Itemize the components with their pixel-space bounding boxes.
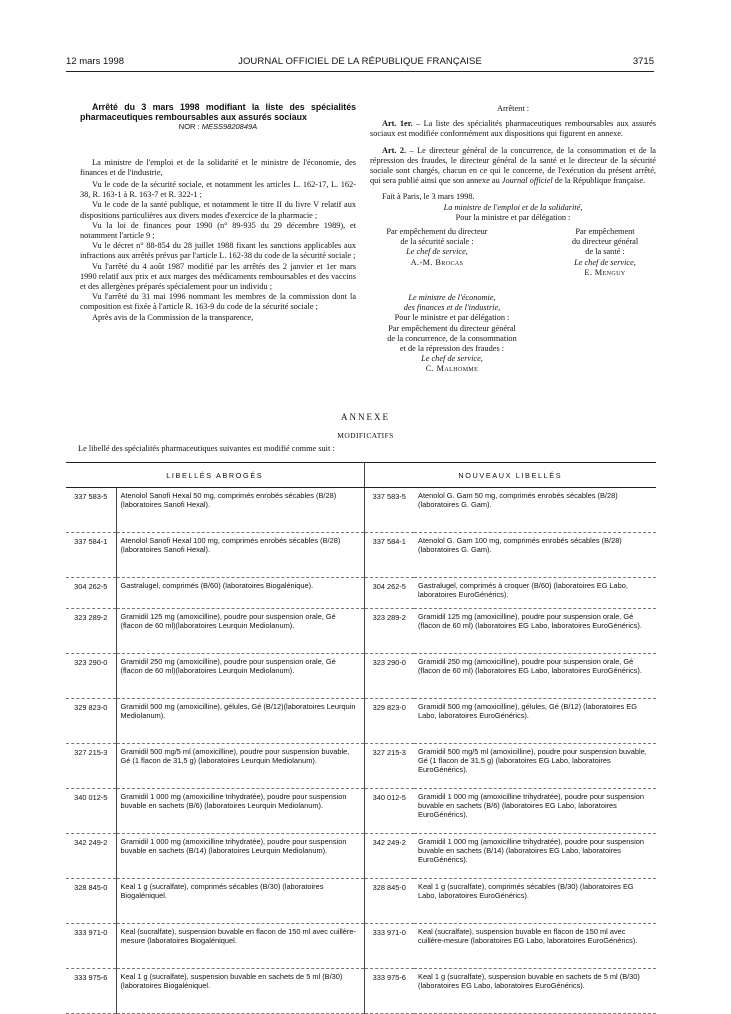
old-code-cell: 328 845-0 xyxy=(66,879,116,924)
old-code-cell: 327 215-3 xyxy=(66,744,116,789)
left-column xyxy=(80,102,356,323)
minister-2-line-1: Le ministre de l'économie, xyxy=(408,293,496,303)
sig-a-line-3: Le chef de service, xyxy=(406,247,468,257)
old-label-cell: Gramidil 250 mg (amoxicilline), poudre pour suspension orale, Gé (flacon de 60 ml)(laboratoires Leurquin Mediolanum). xyxy=(116,654,364,699)
new-label-cell: Keal 1 g (sucralfate), comprimés sécables (B/30) (laboratoires EG Labo, laboratoires EuroGénérics). xyxy=(414,879,656,924)
annex-intro: Le libellé des spécialités pharmaceutiques suivantes est modifié comme suit : xyxy=(78,444,335,453)
table-body xyxy=(66,488,656,1014)
new-code-cell: 342 249-2 xyxy=(364,834,414,879)
sig-b-line-2: du directeur général xyxy=(571,237,639,247)
new-code-cell: 328 845-0 xyxy=(364,879,414,924)
table-row xyxy=(66,609,656,654)
old-code-cell: 333 971-0 xyxy=(66,924,116,969)
visa-paragraph: Vu le code de la sécurité sociale, et notamment les articles L. 162-17, L. 162-38, R. 163-1 à R. 163-7 et R. 322-1 ; xyxy=(80,180,356,200)
sig-b-line-1: Par empêchement xyxy=(575,227,635,237)
visa-paragraph: Vu l'arrêté du 4 août 1987 modifié par les arrêtés des 2 janvier et 1er mars 1990 relatif aux prix et aux marges des médicaments remboursables et des vaccins et des allergènes préparés spécialement pour un individu ; xyxy=(80,261,356,292)
article-2 xyxy=(370,146,656,187)
nor-code: MESS9820849A xyxy=(201,122,258,132)
old-label-cell: Keal (sucralfate), suspension buvable en flacon de 150 ml avec cuillère-mesure (laboratoires Biogaléniquel. xyxy=(116,924,364,969)
new-label-cell: Gramidil 250 mg (amoxicilline), poudre pour suspension orale, Gé (flacon de 60 ml) (laboratoires EG Labo, laboratoires EuroGénérics). xyxy=(414,654,656,699)
new-code-cell: 333 975-6 xyxy=(364,969,414,1014)
article-1-text: – La liste des spécialités pharmaceutiques remboursables aux assurés sociaux est modifiée conformément aux dispositions qui figurent en annexe. xyxy=(370,119,656,139)
arretent: Arrêtent : xyxy=(496,104,530,113)
old-label-cell: Gramidil 500 mg/5 ml (amoxicilline), poudre pour suspension buvable, Gé (1 flacon de 31,5 g) (laboratoires Leurquin Mediolanum). xyxy=(116,744,364,789)
sig-c-line-3: et de la répression des fraudes : xyxy=(399,344,505,354)
old-label-cell: Keal 1 g (sucralfate), comprimés sécables (B/30) (laboratoires Biogaléniquel. xyxy=(116,879,364,924)
new-label-cell: Gramidil 125 mg (amoxicilline), poudre pour suspension orale, Gé (flacon de 60 ml) (laboratoires EG Labo, laboratoires EuroGénérics). xyxy=(414,609,656,654)
table-row xyxy=(66,699,656,744)
new-code-cell: 337 583-5 xyxy=(364,488,414,533)
new-code-cell: 337 584-1 xyxy=(364,533,414,578)
new-label-cell: Gramidil 1 000 mg (amoxicilline trihydratée), poudre pour suspension buvable en sachets (B/6) (laboratoires EG Labo, laboratoires EuroGénérics). xyxy=(414,789,656,834)
article-2-journal: Journal officiel xyxy=(501,176,553,186)
header-journal-title: JOURNAL OFFICIEL DE LA RÉPUBLIQUE FRANÇAISE xyxy=(238,56,482,67)
visas-paragraphs xyxy=(80,158,356,323)
delegation-1: Pour la ministre et par délégation : xyxy=(455,212,571,222)
old-label-cell: Atenolol Sanofi Hexal 100 mg, comprimés enrobés sécables (B/28) (laboratoires Sanofi Hexal). xyxy=(116,533,364,578)
old-code-cell: 337 583-5 xyxy=(66,488,116,533)
right-column xyxy=(370,104,656,375)
old-code-cell: 342 249-2 xyxy=(66,834,116,879)
new-code-cell: 323 289-2 xyxy=(364,609,414,654)
signatures-block-1 xyxy=(370,227,656,287)
table-row xyxy=(66,744,656,789)
table-row xyxy=(66,488,656,533)
signature-brocas xyxy=(367,227,507,268)
old-label-cell: Gastralugel, comprimés (B/60) (laboratoires Biogalénique). xyxy=(116,578,364,609)
new-code-cell: 327 215-3 xyxy=(364,744,414,789)
header-date: 12 mars 1998 xyxy=(66,56,125,67)
visa-paragraph: Vu l'arrêté du 31 mai 1996 nommant les membres de la commission dont la composition est fixée à l'article R. 163-9 du code de la sécurité sociale ; xyxy=(80,292,356,312)
arrete-title: Arrêté du 3 mars 1998 modifiant la liste des spécialités pharmaceutiques remboursables aux assurés sociaux xyxy=(80,102,356,123)
article-2-text-b: de la République française. xyxy=(552,176,646,186)
old-code-cell: 323 289-2 xyxy=(66,609,116,654)
new-label-cell: Keal (sucralfate), suspension buvable en flacon de 150 ml avec cuillère-mesure (laboratoires EG Labo, laboratoires EuroGénérics). xyxy=(414,924,656,969)
annex-table xyxy=(66,462,656,1014)
signature-menguy xyxy=(552,227,658,278)
old-code-cell: 340 012-5 xyxy=(66,789,116,834)
column-header-old: LIBELLÉS ABROGÉS xyxy=(66,463,364,488)
table-row xyxy=(66,969,656,1014)
visa-paragraph: Après avis de la Commission de la transparence, xyxy=(92,312,254,322)
old-label-cell: Gramidil 1 000 mg (amoxicilline trihydratée), poudre pour suspension buvable en sachets (B/6) (laboratoires Leurquin Mediolanum). xyxy=(116,789,364,834)
new-code-cell: 304 262-5 xyxy=(364,578,414,609)
signature-block-2 xyxy=(364,293,540,375)
old-code-cell: 333 975-6 xyxy=(66,969,116,1014)
visa-paragraph: Vu la loi de finances pour 1990 (n° 89-935 du 29 décembre 1989), et notamment l'article 9 ; xyxy=(80,220,356,241)
sig-a-name: A.-M. Brocas xyxy=(410,257,464,267)
new-label-cell: Atenolol G. Gam 50 mg, comprimés enrobés sécables (B/28) (laboratoires G. Gam). xyxy=(414,488,656,533)
old-code-cell: 337 584-1 xyxy=(66,533,116,578)
new-label-cell: Atenolol G. Gam 100 mg, comprimés enrobés sécables (B/28) (laboratoires G. Gam). xyxy=(414,533,656,578)
table-row xyxy=(66,578,656,609)
old-code-cell: 304 262-5 xyxy=(66,578,116,609)
new-code-cell: 323 290-0 xyxy=(364,654,414,699)
old-label-cell: Keal 1 g (sucralfate), suspension buvable en sachets de 5 ml (B/30) (laboratoires Biogaléniquel. xyxy=(116,969,364,1014)
new-code-cell: 333 971-0 xyxy=(364,924,414,969)
sig-b-line-3: de la santé : xyxy=(585,247,625,257)
new-code-cell: 329 823-0 xyxy=(364,699,414,744)
new-label-cell: Gramidil 500 mg/5 ml (amoxicilline), poudre pour suspension buvable, Gé (1 flacon de 31,5 g) (laboratoires EG Labo, laboratoires EuroGénérics). xyxy=(414,744,656,789)
visa-paragraph: La ministre de l'emploi et de la solidarité et le ministre de l'économie, des finances et de l'industrie, xyxy=(80,157,356,177)
visa-paragraph: Vu le décret n° 88-854 du 28 juillet 1988 fixant les sanctions applicables aux infractions aux arrêtés prévus par l'article L. 162-38 du code de la sécurité sociale ; xyxy=(80,241,356,261)
sig-b-name: E. Menguy xyxy=(584,267,626,277)
sig-a-line-1: Par empêchement du directeur xyxy=(386,227,488,237)
sig-c-line-1: Par empêchement du directeur général xyxy=(388,323,516,333)
article-1 xyxy=(370,119,656,139)
old-label-cell: Atenolol Sanofi Hexal 50 mg, comprimés enrobés sécables (B/28) (laboratoires Sanofi Hexal). xyxy=(116,488,364,533)
table-row xyxy=(66,924,656,969)
old-label-cell: Gramidil 125 mg (amoxicilline), poudre pour suspension orale, Gé (flacon de 60 ml)(laboratoires Leurquin Mediolanum). xyxy=(116,609,364,654)
old-label-cell: Gramidil 1 000 mg (amoxicilline trihydratée), poudre pour suspension buvable en sachets (B/14) (laboratoires Leurquin Mediolanum). xyxy=(116,834,364,879)
table-row xyxy=(66,654,656,699)
minister-1: La ministre de l'emploi et de la solidarité, xyxy=(443,202,583,212)
article-1-label: Art. 1er. xyxy=(382,119,413,129)
new-code-cell: 340 012-5 xyxy=(364,789,414,834)
nor-label: NOR : xyxy=(178,122,200,132)
annex-title: ANNEXE xyxy=(341,412,390,422)
table-header-row xyxy=(66,463,656,488)
sig-b-line-4: Le chef de service, xyxy=(574,257,636,267)
article-2-text-a: – Le directeur général de la concurrence, de la consommation et de la répression des fraudes, le directeur général de la santé et le directeur de la sécurité sociale sont chargés, chacun en ce qui le concerne, de l'exécution du présent arrêté, qui sera publié ainsi que son annexe au xyxy=(370,145,656,186)
article-2-label: Art. 2. xyxy=(382,145,407,155)
sig-a-line-2: de la sécurité sociale : xyxy=(400,237,474,247)
header-page-number: 3715 xyxy=(632,56,654,67)
header-rule xyxy=(66,71,654,72)
page-header xyxy=(66,56,654,72)
old-label-cell: Gramidil 500 mg (amoxicilline), gélules, Gé (B/12)(laboratoires Leurquin Mediolanum). xyxy=(116,699,364,744)
minister-2-line-2: des finances et de l'industrie, xyxy=(403,303,501,313)
new-label-cell: Gastralugel, comprimés à croquer (B/60) (laboratoires EG Labo, laboratoires EuroGénérics). xyxy=(414,578,656,609)
table-row xyxy=(66,834,656,879)
sig-c-name: C. Malhomme xyxy=(425,364,479,374)
old-code-cell: 323 290-0 xyxy=(66,654,116,699)
old-code-cell: 329 823-0 xyxy=(66,699,116,744)
new-label-cell: Gramidil 1 000 mg (amoxicilline trihydratée), poudre pour suspension buvable en sachets (B/14) (laboratoires EG Labo, laboratoires EuroGénérics). xyxy=(414,834,656,879)
table-row xyxy=(66,533,656,578)
nor-reference xyxy=(80,122,356,132)
table-row xyxy=(66,879,656,924)
new-label-cell: Gramidil 500 mg (amoxicilline), gélules, Gé (B/12) (laboratoires EG Labo, laboratoires EuroGénérics). xyxy=(414,699,656,744)
annex-subtitle: MODIFICATIFS xyxy=(337,431,394,440)
visa-paragraph: Vu le code de la santé publique, et notamment le titre II du livre V relatif aux dispositions particulières aux divers modes d'exercice de la pharmacie ; xyxy=(80,200,356,220)
table-row xyxy=(66,789,656,834)
fait-a-paris: Fait à Paris, le 3 mars 1998. xyxy=(382,192,475,202)
sig-c-line-4: Le chef de service, xyxy=(421,354,483,364)
sig-c-line-2: de la concurrence, de la consommation xyxy=(387,333,517,343)
delegation-2: Pour le ministre et par délégation : xyxy=(394,313,510,323)
column-header-new: NOUVEAUX LIBELLÉS xyxy=(364,463,656,488)
new-label-cell: Keal 1 g (sucralfate), suspension buvable en sachets de 5 ml (B/30) (laboratoires EG Labo, laboratoires EuroGénérics). xyxy=(414,969,656,1014)
